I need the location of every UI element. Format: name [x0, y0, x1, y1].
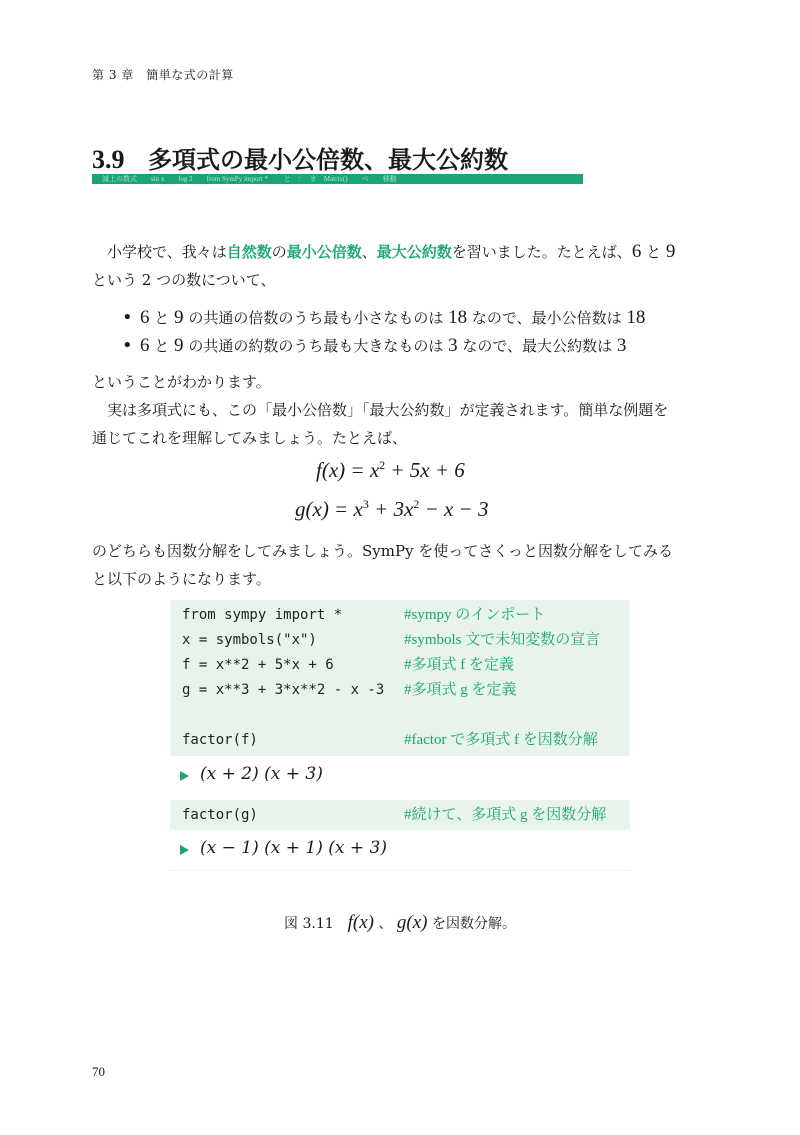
- bullet-num: 9: [174, 335, 184, 356]
- equation-g-lhs: g(x) = x: [295, 497, 363, 521]
- bullet-list: [120, 304, 645, 360]
- code-cell-1[interactable]: [170, 600, 630, 756]
- caption-fx: f(x): [347, 912, 375, 933]
- running-header: 第 3 章 簡単な式の計算: [92, 68, 234, 82]
- bullet-num: 6: [140, 307, 150, 328]
- bullet-num: 18: [626, 307, 646, 328]
- code-comment: #多項式 f を定義: [404, 657, 514, 673]
- code-text: x = symbols("x"): [182, 632, 317, 648]
- code-text: factor(g): [182, 807, 258, 823]
- code-text: factor(f): [182, 732, 258, 748]
- output-expression: (x + 2) (x + 3): [200, 764, 323, 784]
- caption-separator: 、: [374, 916, 397, 932]
- factor-line-1: のどちらも因数分解をしてみましょう。SymPy を使ってさくっと因数分解をしてみる: [92, 542, 674, 560]
- section-rule-ghost-text: 減上の数式 sin x log 2 from SymPy import * と ： ま Matrix() ベ 移動: [102, 175, 397, 183]
- intro-number-6: 6: [631, 241, 642, 262]
- code-line: [170, 603, 630, 628]
- code-line: [170, 728, 630, 753]
- intro-paragraph: [92, 238, 712, 294]
- keyword-natural-number: 自然数: [226, 243, 272, 261]
- intro-text-4: を習いました。たとえば、: [451, 243, 632, 261]
- section-rule: [92, 174, 583, 184]
- conclusion-paragraph: ということがわかります。: [92, 373, 271, 391]
- intro-number-9: 9: [665, 241, 676, 262]
- bullet-text: なので、最小公倍数は: [467, 309, 627, 327]
- output-arrow-icon: [180, 845, 189, 855]
- intro-line-1: [92, 238, 712, 266]
- intro-line-2: という 2 つの数について、: [92, 271, 276, 289]
- section-title: 多項式の最小公倍数、最大公約数: [148, 146, 508, 174]
- output-cell-1: [170, 756, 630, 801]
- code-text: g = x**3 + 3*x**2 - x -3: [182, 682, 385, 698]
- keyword-gcd: 最大公約数: [376, 243, 452, 261]
- equation-g-mid: + 3x: [368, 497, 414, 521]
- factor-paragraph: [92, 537, 712, 593]
- equation-g: [295, 497, 488, 522]
- definition-line-2: 通じてこれを理解してみましょう。たとえば、: [92, 429, 408, 447]
- section-number: 3.9: [92, 145, 125, 174]
- code-comment: #多項式 g を定義: [404, 682, 517, 698]
- code-comment: #factor で多項式 f を因数分解: [404, 732, 598, 748]
- bullet-text: と: [149, 337, 175, 355]
- section-heading: [92, 140, 508, 175]
- code-comment: #続けて、多項式 g を因数分解: [404, 807, 607, 823]
- bullet-num: 9: [174, 307, 184, 328]
- code-comment: #sympy のインポート: [404, 607, 546, 623]
- factor-line-2: と以下のようになります。: [92, 570, 271, 588]
- equation-g-exponent-2: 2: [413, 497, 420, 511]
- intro-text-1: 小学校で、我々は: [107, 243, 227, 261]
- caption-gx: g(x): [396, 912, 428, 933]
- bullet-text: と: [149, 309, 175, 327]
- caption-tail: を因数分解。: [427, 916, 516, 932]
- figure-caption: [0, 912, 800, 934]
- code-line: [170, 628, 630, 653]
- code-comment: #symbols 文で未知変数の宣言: [404, 632, 601, 648]
- code-line: [170, 653, 630, 678]
- output-cell-2: [170, 830, 630, 871]
- caption-label: 図 3.11: [284, 916, 348, 932]
- bullet-gcd: [120, 332, 645, 360]
- code-text: f = x**2 + 5*x + 6: [182, 657, 334, 673]
- bullet-text: の共通の倍数のうち最も小さなものは: [183, 309, 449, 327]
- intro-text-3: 、: [361, 243, 377, 261]
- equation-f: [316, 458, 465, 483]
- intro-text-2: の: [271, 243, 287, 261]
- page-number: 70: [92, 1064, 105, 1079]
- code-cell-2[interactable]: [170, 801, 630, 830]
- code-line: [170, 678, 630, 703]
- intro-text-5: と: [641, 243, 666, 261]
- bullet-num: 3: [448, 335, 458, 356]
- bullet-text: なので、最大公約数は: [457, 337, 617, 355]
- code-line-blank: [170, 703, 630, 728]
- output-expression: (x − 1) (x + 1) (x + 3): [200, 838, 387, 858]
- bullet-text: の共通の約数のうち最も大きなものは: [183, 337, 449, 355]
- bullet-num: 18: [448, 307, 468, 328]
- equation-g-rest: − x − 3: [419, 497, 489, 521]
- keyword-lcm: 最小公倍数: [286, 243, 362, 261]
- bullet-lcm: [120, 304, 645, 332]
- definition-line-1: 実は多項式にも、この「最小公倍数」「最大公約数」が定義されます。簡単な例題を: [92, 401, 669, 419]
- notebook-figure: [170, 600, 630, 871]
- bullet-num: 6: [140, 335, 150, 356]
- equation-f-lhs: f(x) = x: [316, 458, 380, 482]
- code-text: from sympy import *: [182, 607, 343, 623]
- equation-f-exponent: 2: [379, 458, 386, 472]
- equation-g-exponent-1: 3: [362, 497, 369, 511]
- bullet-num: 3: [616, 335, 627, 356]
- code-line: [170, 803, 630, 828]
- equation-f-rest: + 5x + 6: [385, 458, 465, 482]
- definition-paragraph: [92, 396, 712, 452]
- output-arrow-icon: [180, 771, 189, 781]
